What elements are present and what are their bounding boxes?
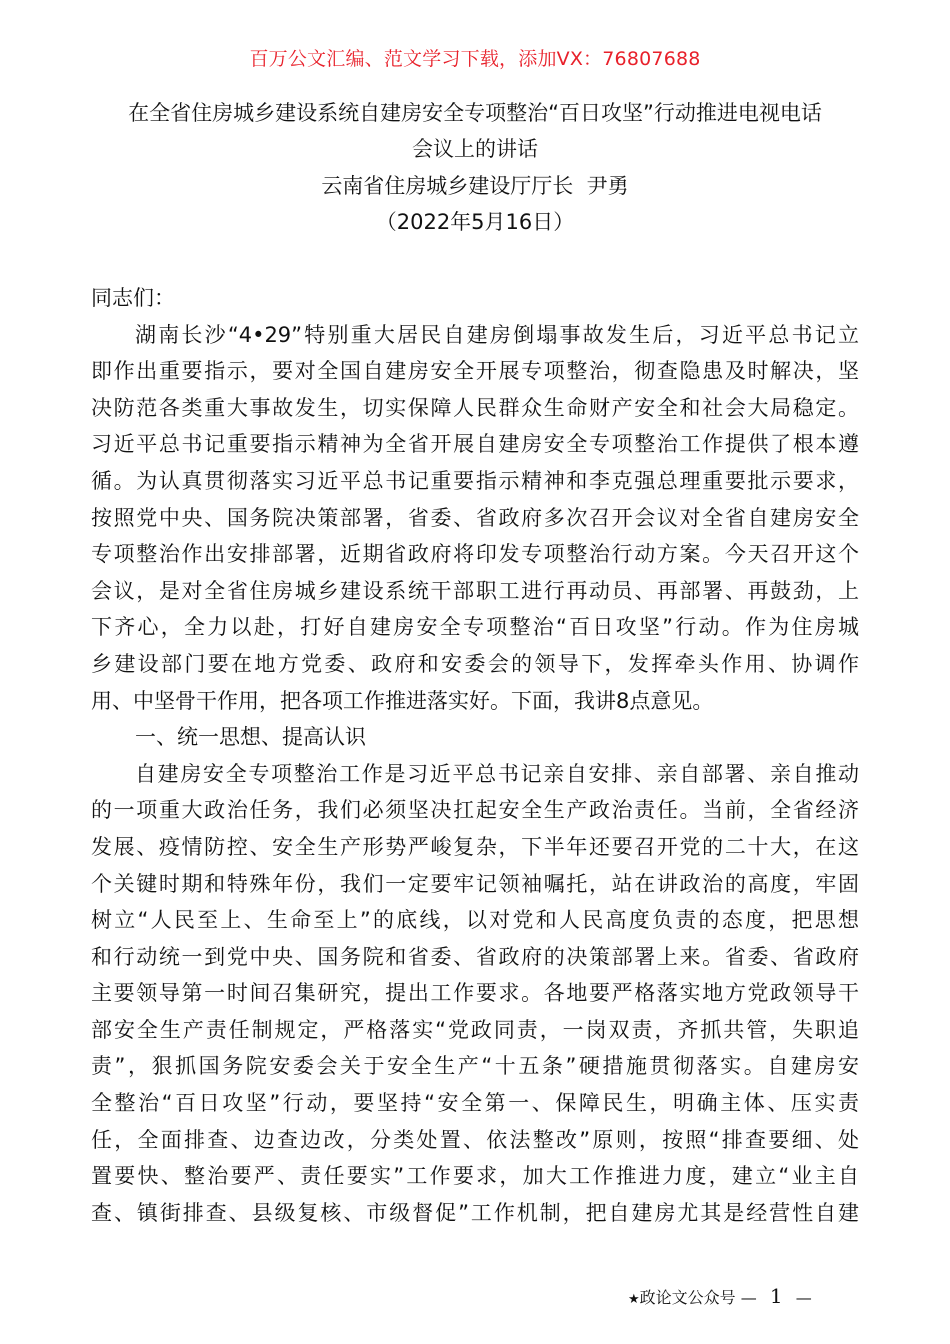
body-line: 乡建设部门要在地方党委、政府和安委会的领导下，发挥牵头作用、协调作 (91, 651, 859, 676)
speech-date: （2022年5月16日） (375, 210, 575, 234)
body-line: 任，全面排查、边查边改，分类处置、依法整改”原则，按照“排查要细、处 (91, 1127, 859, 1152)
speech-body (91, 280, 859, 1231)
body-line: 树立“人民至上、生命至上”的底线，以对党和人民高度负责的态度，把思想 (91, 908, 859, 933)
body-line: 置要快、整治要严、责任要实”工作要求，加大工作推进力度，建立“业主自 (91, 1164, 859, 1189)
salutation: 同志们： (91, 286, 175, 310)
body-line: 按照党中央、国务院决策部署，省委、省政府多次召开会议对全省自建房安全 (91, 505, 859, 530)
body-line: 循。为认真贯彻落实习近平总书记重要指示精神和李克强总理重要批示要求， (91, 468, 859, 493)
body-line: 湖南长沙“4•29”特别重大居民自建房倒塌事故发生后，习近平总书记立 (135, 322, 859, 347)
body-line: 的一项重大政治任务，我们必须坚决扛起安全生产政治责任。当前，全省经济 (91, 798, 859, 823)
star-icon: ★ (628, 1292, 640, 1307)
watermark-banner: 百万公文汇编、范文学习下载，添加VX：76807688 (249, 48, 701, 70)
dash-left: — (740, 1288, 757, 1307)
body-line: 发展、疫情防控、安全生产形势严峻复杂，下半年还要召开党的二十大，在这 (91, 834, 859, 859)
section-heading: 一、统一思想、提高认识 (135, 725, 366, 750)
body-line: 专项整治作出安排部署，近期省政府将印发专项整治行动方案。今天召开这个 (91, 542, 859, 567)
page-number: 1 (769, 1284, 783, 1308)
body-line: 主要领导第一时间召集研究，提出工作要求。各地要严格落实地方党政领导干 (91, 981, 859, 1006)
body-line: 用、中坚骨干作用，把各项工作推进落实好。下面，我讲8点意见。 (91, 688, 714, 713)
body-line: 全整治“百日攻坚”行动，要坚持“安全第一、保障民生，明确主体、压实责 (91, 1091, 859, 1116)
body-line: 查、镇街排查、县级复核、市级督促”工作机制，把自建房尤其是经营性自建 (91, 1200, 859, 1225)
document-title-line-1: 在全省住房城乡建设系统自建房安全专项整治“百日攻坚”行动推进电视电话 (128, 101, 822, 125)
footer-source: 政论文公众号 (639, 1288, 736, 1307)
body-line: 部安全生产责任制规定，严格落实“党政同责，一岗双责，齐抓共管，失职追 (91, 1017, 859, 1042)
page-footer (628, 1282, 812, 1314)
body-line: 习近平总书记重要指示精神为全省开展自建房安全专项整治工作提供了根本遵 (91, 432, 859, 457)
body-line: 下齐心，全力以赴，打好自建房安全专项整治“百日攻坚”行动。作为住房城 (91, 615, 859, 640)
body-line: 和行动统一到党中央、国务院和省委、省政府的决策部署上来。省委、省政府 (91, 944, 859, 969)
body-line: 会议，是对全省住房城乡建设系统干部职工进行再动员、再部署、再鼓劲，上 (91, 578, 859, 603)
author-line: 云南省住房城乡建设厅厅长 尹勇 (321, 174, 629, 198)
document-title-line-2: 会议上的讲话 (412, 137, 538, 161)
dash-right: — (795, 1288, 812, 1307)
body-line: 责”，狠抓国务院安委会关于安全生产“十五条”硬措施贯彻落实。自建房安 (91, 1054, 859, 1079)
body-line: 决防范各类重大事故发生，切实保障人民群众生命财产安全和社会大局稳定。 (91, 395, 859, 420)
body-line: 个关键时期和特殊年份，我们一定要牢记领袖嘱托，站在讲政治的高度，牢固 (91, 871, 859, 896)
body-line: 自建房安全专项整治工作是习近平总书记亲自安排、亲自部署、亲自推动 (135, 761, 859, 786)
body-line: 即作出重要指示，要对全国自建房安全开展专项整治，彻查隐患及时解决，坚 (91, 359, 859, 384)
